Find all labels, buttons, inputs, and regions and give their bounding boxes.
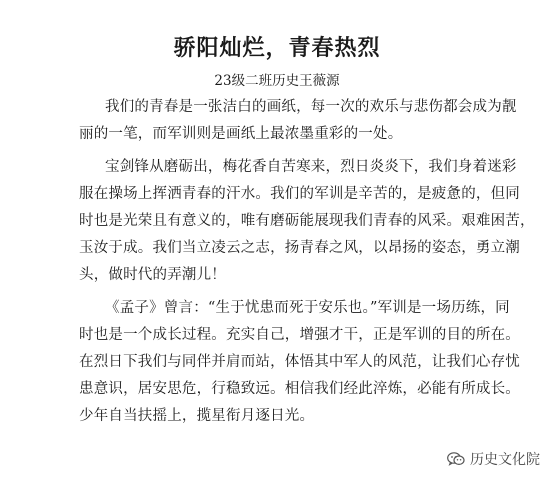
- paragraph-1-line-2: 丽的一笔，而军训则是画纸上最浓墨重彩的一处。: [79, 126, 403, 142]
- paragraph-2-line-1: 宝剑锋从磨砺出，梅花香自苦寒来，烈日炎炎下，我们身着迷彩: [105, 159, 517, 175]
- paragraph-1-line-1: 我们的青春是一张洁白的画纸，每一次的欢乐与悲伤都会成为靓: [105, 99, 517, 115]
- paragraph-3-line-2: 时也是一个成长过程。充实自己，增强才干，正是军训的目的所在。: [79, 327, 520, 343]
- wechat-icon: [447, 452, 465, 466]
- paragraph-2-line-2: 服在操场上挥洒青春的汗水。我们的军训是辛苦的，是疲惫的，但同: [79, 186, 520, 202]
- paragraph-3-line-1: 《孟子》曾言：“生于忧患而死于安乐也。”军训是一场历练，同: [105, 300, 510, 316]
- author-byline: 23级二班历史王薇源: [214, 73, 340, 89]
- watermark-text: 历史文化院: [470, 452, 540, 468]
- paragraph-2-line-3: 时也是光荣且有意义的，唯有磨砺能展现我们青春的风采。艰难困苦，: [79, 213, 535, 229]
- source-watermark: [447, 449, 540, 469]
- paragraph-3-line-4: 患意识，居安思危，行稳致远。相信我们经此淬炼，必能有所成长。: [79, 381, 520, 397]
- paragraph-3-line-3: 在烈日下我们与同伴并肩而站，体悟其中军人的风范，让我们心存忧: [79, 354, 520, 370]
- article-title: 骄阳灿烂，青春热烈: [173, 35, 381, 61]
- paragraph-2-line-5: 头，做时代的弄潮儿！: [79, 267, 226, 283]
- paragraph-3-line-5: 少年自当扶摇上，揽星衔月逐日光。: [79, 408, 315, 424]
- paragraph-2-line-4: 玉汝于成。我们当立凌云之志，扬青春之风，以昂扬的姿态，勇立潮: [79, 240, 520, 256]
